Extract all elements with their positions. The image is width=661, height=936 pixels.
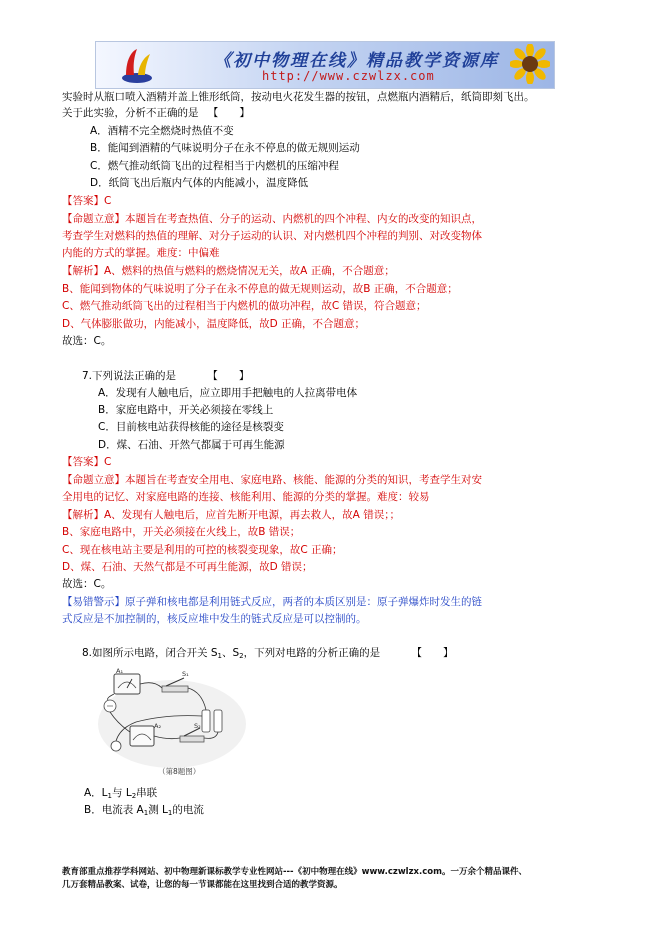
q7-bracket: 【 】 <box>207 370 250 382</box>
q6-analysis-line3: C、燃气推动纸筒飞出的过程相当于内燃机的做功冲程，故C 错误，符合题意； <box>62 300 427 312</box>
q8-bracket: 【 】 <box>411 647 454 659</box>
figure-label-s2: S₂ <box>194 722 201 730</box>
q6-analysis-tag: 【解析】 <box>62 265 104 277</box>
q6-answer-value: C <box>104 195 112 207</box>
q6-analysis-line1 <box>62 264 395 278</box>
q6-intent-line2: 考查学生对燃料的热值的理解、对分子运动的认识、对内燃机四个冲程的判别、对改变物体 <box>62 230 482 242</box>
q6-analysis-line2: B、能闻到物体的气味说明了分子在永不停息的做无规则运动，故B 正确，不合题意； <box>62 283 458 295</box>
q6-intent-text1: 本题旨在考查热值、分子的运动、内燃机的四个冲程、内女的改变的知识点， <box>125 213 482 225</box>
site-logo-icon <box>120 45 154 85</box>
q6-intent-tag: 【命题立意】 <box>62 213 125 225</box>
q7-analysis-line1 <box>62 508 400 522</box>
q8-optB-sub2: 1 <box>167 809 173 817</box>
footer-line1: 教育部重点推荐学科网站、初中物理新课标教学专业性网站---《初中物理在线》www.czwlzx.com。一万余个精品课件、 <box>62 867 527 877</box>
q7-analysis-tag: 【解析】 <box>62 509 104 521</box>
site-banner <box>95 41 555 89</box>
q7-intent-line1 <box>62 473 482 487</box>
q8-optA-sub2: 2 <box>131 792 137 800</box>
q6-stem-line1: 实验时从瓶口喷入酒精并盖上锥形纸筒，按动电火花发生器的按钮，点燃瓶内酒精后，纸筒即刻飞出。 <box>62 91 535 103</box>
q7-analysis-line4: D、煤、石油、天然气都是不可再生能源，故D 错误； <box>62 561 313 573</box>
q7-intent-tag: 【命题立意】 <box>62 474 125 486</box>
q7-option-c: C．目前核电站获得核能的途径是核裂变 <box>98 421 284 433</box>
q8-stem-sep: 、S <box>222 647 240 659</box>
q6-option-b: B．能闻到酒精的气味说明分子在永不停息的做无规则运动 <box>90 142 360 154</box>
q6-answer-tag: 【答案】 <box>62 195 104 207</box>
q8-option-b <box>84 803 204 820</box>
q6-stem-text: 关于此实验，分析不正确的是 <box>62 107 199 119</box>
q6-intent-line1 <box>62 212 482 226</box>
q8-optA-mid: 与 L <box>112 787 132 799</box>
q7-answer <box>62 455 111 469</box>
q8-option-a <box>84 786 157 803</box>
q7-intent-line2: 全用电的记忆、对家庭电路的连接、核能利用、能源的分类的掌握。难度：较易 <box>62 491 430 503</box>
q7-option-a: A．发现有人触电后，应立即用手把触电的人拉离带电体 <box>98 387 358 399</box>
lamp-icon <box>104 700 116 712</box>
q7-answer-tag: 【答案】 <box>62 456 104 468</box>
q7-answer-value: C <box>104 456 112 468</box>
q6-bracket: 【 】 <box>207 107 250 119</box>
q8-s1-sub: 1 <box>217 652 222 660</box>
banner-url[interactable]: http://www.czwlzx.com <box>262 69 435 83</box>
q6-stem-line2 <box>62 106 250 120</box>
q6-analysis-text1: A、燃料的热值与燃料的燃烧情况无关，故A 正确，不合题意； <box>104 265 395 277</box>
figure-label-s1: S₁ <box>182 670 189 678</box>
footer-line2: 几万套精品教案、试卷，让您的每一节课都能在这里找到合适的教学资源。 <box>62 880 343 890</box>
banner-title: 《初中物理在线》精品教学资源库 <box>214 51 499 71</box>
q7-analysis-line2: B、家庭电路中，开关必须接在火线上，故B 错误； <box>62 526 301 538</box>
q6-conclusion: 故选：C。 <box>62 335 112 347</box>
q8-optA-sub1: 1 <box>107 792 113 800</box>
q7-analysis-text1: A、发现有人触电后，应首先断开电源，再去救人，故A 错误；； <box>104 509 400 521</box>
q7-conclusion: 故选：C。 <box>62 578 112 590</box>
q8-stem <box>82 646 453 663</box>
q7-option-b: B．家庭电路中，开关必须接在零线上 <box>98 404 274 416</box>
q6-option-a: A．酒精不完全燃烧时热值不变 <box>90 125 234 137</box>
q7-stem-text: 7.下列说法正确的是 <box>82 370 177 382</box>
q6-answer <box>62 194 111 208</box>
figure-label-a2: A₂ <box>154 722 162 730</box>
q7-stem <box>82 369 249 383</box>
q8-optB-post: 的电流 <box>172 804 204 816</box>
q6-intent-line3: 内能的方式的掌握。难度：中偏难 <box>62 247 220 259</box>
figure-caption: （第8题图） <box>158 767 201 776</box>
q7-warning-line1 <box>62 595 482 609</box>
q7-intent-text1: 本题旨在考查安全用电、家庭电路、核能、能源的分类的知识，考查学生对安 <box>125 474 482 486</box>
ammeter-a2-icon <box>130 726 154 746</box>
q8-optB-pre: B．电流表 A <box>84 804 144 816</box>
q8-optB-mid: 测 L <box>148 804 168 816</box>
ammeter-a1-icon <box>114 674 140 694</box>
q7-warning-text1: 原子弹和核电都是利用链式反应，两者的本质区别是：原子弹爆炸时发生的链 <box>125 596 482 608</box>
q7-warning-line2: 式反应是不加控制的，核反应堆中发生的链式反应是可以控制的。 <box>62 613 367 625</box>
q8-optB-sub1: 1 <box>143 809 149 817</box>
q8-stem-suffix: ，下列对电路的分析正确的是 <box>243 647 381 659</box>
lamp-bottom-icon <box>111 741 121 751</box>
sunflower-icon <box>510 44 550 84</box>
q8-s2-sub: 2 <box>239 652 244 660</box>
q7-option-d: D．煤、石油、开然气都属于可再生能源 <box>98 439 285 451</box>
q6-analysis-line4: D、气体膨胀做功，内能减小，温度降低，故D 正确，不合题意； <box>62 318 366 330</box>
figure-label-a1: A₁ <box>116 667 124 675</box>
q8-optA-pre: A．L <box>84 787 108 799</box>
q8-circuit-figure <box>96 666 254 778</box>
q6-option-d: D．纸筒飞出后瓶内气体的内能减小，温度降低 <box>90 177 309 189</box>
q6-option-c: C．燃气推动纸筒飞出的过程相当于内燃机的压缩冲程 <box>90 160 339 172</box>
q8-stem-prefix: 8.如图所示电路，闭合开关 S <box>82 647 218 659</box>
q8-optA-post: 串联 <box>136 787 158 799</box>
q7-warning-tag: 【易错警示】 <box>62 596 125 608</box>
q7-analysis-line3: C、现在核电站主要是利用的可控的核裂变现象，故C 正确； <box>62 544 343 556</box>
